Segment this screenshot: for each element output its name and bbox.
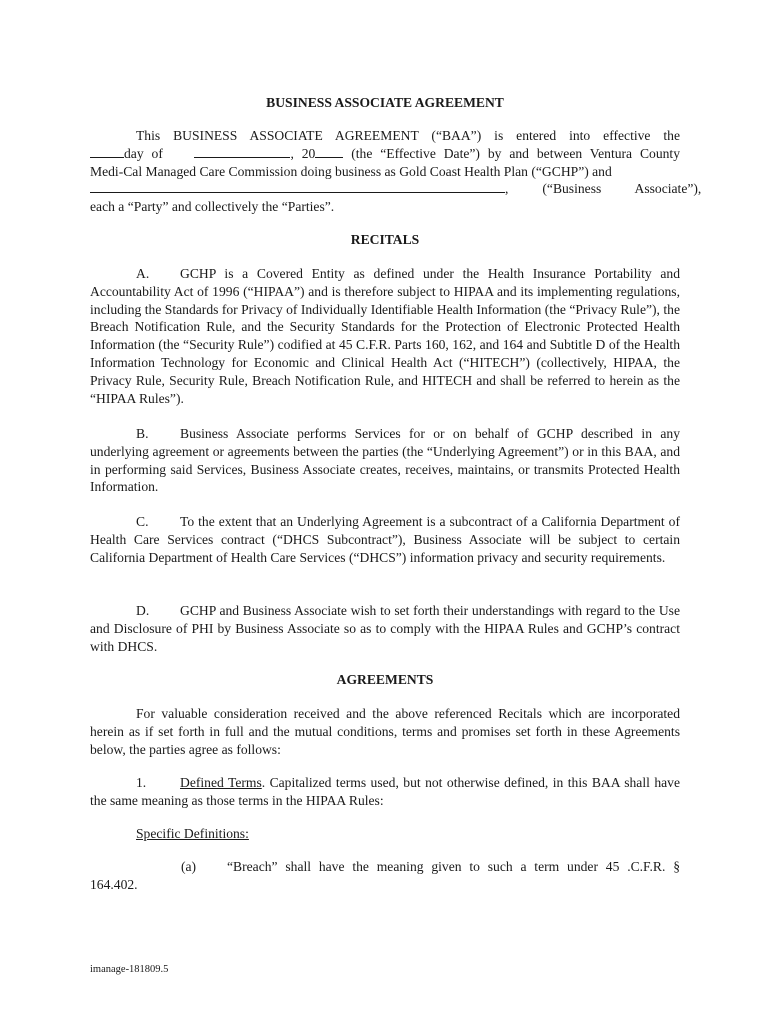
recital-c xyxy=(90,513,680,566)
day-blank[interactable] xyxy=(90,145,124,158)
document-title: BUSINESS ASSOCIATE AGREEMENT xyxy=(266,95,504,110)
recital-d-text: GCHP and Business Associate wish to set forth their understandings with regard to the Use and Disclosure of PHI by Business Associate so as to comply with the HIPAA Rules and GCHP’s contract with DHCS. xyxy=(90,603,680,654)
recital-a xyxy=(90,265,680,407)
section-1-title: Defined Terms xyxy=(180,775,262,790)
section-1-number: 1. xyxy=(136,775,147,790)
intro-line-3: Medi-Cal Managed Care Commission doing business as Gold Coast Health Plan (“GCHP”) and xyxy=(90,163,612,179)
section-1-text: . Capitalized terms used, but not otherwise defined, in this BAA shall have the same meaning as those terms in the HIPAA Rules: xyxy=(90,775,680,808)
agreements-heading: AGREEMENTS xyxy=(336,672,434,687)
recital-b-label: B. xyxy=(136,426,149,441)
recital-d-label: D. xyxy=(136,603,150,618)
month-blank[interactable] xyxy=(194,145,290,158)
definition-a-continuation: 164.402. xyxy=(90,876,138,892)
business-associate-label: , (“Business Associate”), xyxy=(505,181,702,197)
specific-definitions-text: Specific Definitions: xyxy=(136,826,249,841)
recital-d xyxy=(90,602,680,655)
year-prefix: , 20 xyxy=(290,145,316,161)
document-id-footer: imanage-181809.5 xyxy=(90,964,169,975)
intro-line-1: This BUSINESS ASSOCIATE AGREEMENT (“BAA”) is entered into effective the xyxy=(136,128,680,143)
definition-a-text: “Breach” shall have the meaning given to such a term under 45 .C.F.R. § xyxy=(227,859,680,874)
recital-c-label: C. xyxy=(136,514,149,529)
business-associate-name-blank[interactable] xyxy=(90,180,505,193)
definition-a-label: (a) xyxy=(181,859,197,874)
day-of-text: day of xyxy=(124,145,163,161)
intro-line-4 xyxy=(90,180,702,198)
recitals-heading: RECITALS xyxy=(350,232,420,247)
agreements-intro: For valuable consideration received and the above referenced Recitals which are incorporated herein as if set forth in full and the mutual conditions, terms and promises set forth in these Agreements below, the parties agree as follows: xyxy=(90,706,680,757)
effective-date-text: (the “Effective Date”) by and between Ventura County xyxy=(343,145,681,161)
recital-a-text: GCHP is a Covered Entity as defined under the Health Insurance Portability and Accountability Act of 1996 (“HIPAA”) and is therefore subject to HIPAA and its implementing regulations, including the Standards for Privacy of Individually Identifiable Health Information (the “Privacy Rule”), the Breach Notification Rule, and the Security Standards for the Protection of Electronic Protected Health Information (the “Security Rule”) codified at 45 C.F.R. Parts 160, 162, and 164 and Subtitle D of the Health Information Technology for Economic and Clinical Health Act (“HITECH”) (collectively, HIPAA, the Privacy Rule, Security Rule, Breach Notification Rule, and HITECH and shall be referred to herein as the “HIPAA Rules”). xyxy=(90,266,680,406)
recital-a-label: A. xyxy=(136,266,150,281)
year-blank[interactable] xyxy=(315,145,343,158)
intro-paragraph xyxy=(90,127,702,216)
intro-line-2 xyxy=(90,145,680,163)
recital-b xyxy=(90,425,680,496)
recital-b-text: Business Associate performs Services for or on behalf of GCHP described in any underlying agreement or agreements between the parties (the “Underlying Agreement”) or in this BAA, and in performing said Services, Business Associate creates, receives, maintains, or transmits Protected Health Information. xyxy=(90,426,680,495)
definition-a-line xyxy=(90,858,680,876)
definition-a xyxy=(90,858,680,894)
intro-line-5: each a “Party” and collectively the “Parties”. xyxy=(90,199,335,215)
specific-definitions-heading xyxy=(90,825,680,843)
section-1 xyxy=(90,774,680,810)
recital-c-text: To the extent that an Underlying Agreement is a subcontract of a California Department of Health Care Services contract (“DHCS Subcontract”), Business Associate will be subject to certain California Department of Health Care Services (“DHCS”) information privacy and security requirements. xyxy=(90,514,680,565)
